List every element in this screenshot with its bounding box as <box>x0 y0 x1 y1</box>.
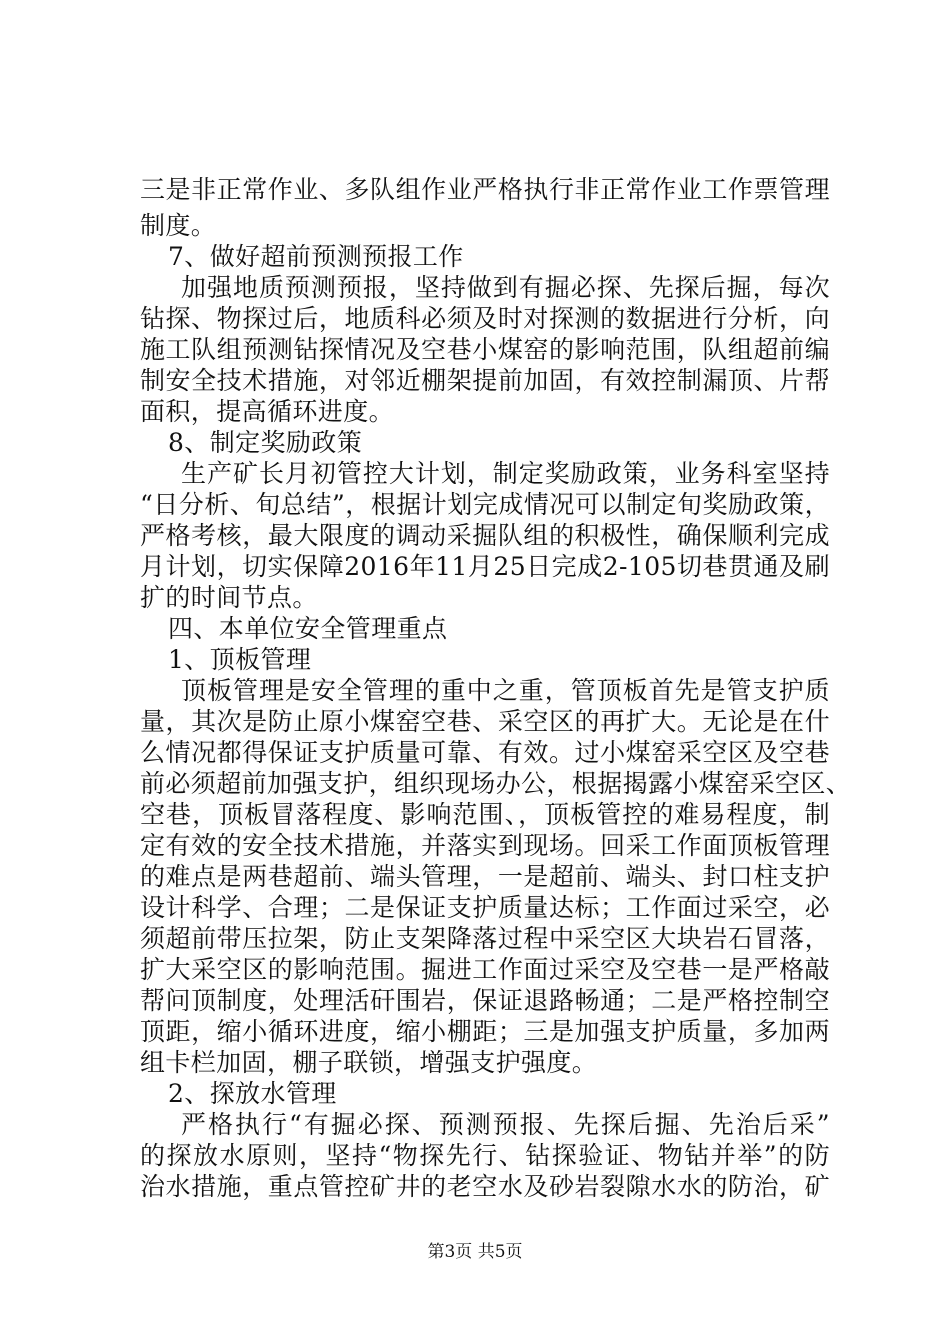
text-line: 须超前带压拉架，防止支架降落过程中采空区大块岩石冒落， <box>140 924 830 953</box>
paragraph-line: 顶板管理是安全管理的重中之重，管顶板首先是管支护质 <box>181 676 830 705</box>
text-line: 面积，提高循环进度。 <box>140 397 395 426</box>
text-line: 扩的时间节点。 <box>140 583 318 612</box>
text-line: 制安全技术措施，对邻近棚架提前加固，有效控制漏顶、片帮 <box>140 366 830 395</box>
section-heading: 1、顶板管理 <box>168 645 312 674</box>
text-line: 钻探、物探过后，地质科必须及时对探测的数据进行分析，向 <box>140 304 830 333</box>
text-line: 扩大采空区的影响范围。掘进工作面过采空及空巷一是严格敲 <box>140 955 830 984</box>
text-line: 前必须超前加强支护，组织现场办公，根据揭露小煤窑采空区、 <box>140 769 852 798</box>
text-line: 制度。 <box>140 211 217 240</box>
text-line: 治水措施，重点管控矿井的老空水及砂岩裂隙水水的防治，矿 <box>140 1172 830 1201</box>
text-line: 量，其次是防止原小煤窑空巷、采空区的再扩大。无论是在什 <box>140 707 830 736</box>
text-line: 的探放水原则，坚持“物探先行、钻探验证、物钻并举”的防 <box>140 1141 830 1170</box>
text-line: 顶距，缩小循环进度，缩小棚距；三是加强支护质量，多加两 <box>140 1017 830 1046</box>
text-line: 施工队组预测钻探情况及空巷小煤窑的影响范围，队组超前编 <box>140 335 830 364</box>
text-line: 定有效的安全技术措施，并落实到现场。回采工作面顶板管理 <box>140 831 830 860</box>
paragraph-line: 生产矿长月初管控大计划，制定奖励政策，业务科室坚持 <box>181 459 830 488</box>
text-line: 的难点是两巷超前、端头管理，一是超前、端头、封口柱支护 <box>140 862 830 891</box>
text-line: 么情况都得保证支护质量可靠、有效。过小煤窑采空区及空巷 <box>140 738 830 767</box>
paragraph-line: 加强地质预测预报，坚持做到有掘必探、先探后掘，每次 <box>181 273 830 302</box>
text-line: 三是非正常作业、多队组作业严格执行非正常作业工作票管理 <box>140 175 830 204</box>
section-heading: 8、制定奖励政策 <box>168 428 363 457</box>
text-line: 设计科学、合理；二是保证支护质量达标；工作面过采空，必 <box>140 893 830 922</box>
text-line: 组卡栏加固，棚子联锁，增强支护强度。 <box>140 1048 598 1077</box>
text-line: “日分析、旬总结”，根据计划完成情况可以制定旬奖励政策， <box>140 490 830 519</box>
text-line: 空巷，顶板冒落程度、影响范围、，顶板管控的难易程度，制 <box>140 800 830 829</box>
paragraph-line: 严格执行“有掘必探、预测预报、先探后掘、先治后采” <box>181 1110 830 1139</box>
text-line: 月计划，切实保障2016年11月25日完成2-105切巷贯通及刷 <box>140 552 830 581</box>
section-heading: 2、探放水管理 <box>168 1079 337 1108</box>
page-footer: 第3页 共5页 <box>427 1242 523 1262</box>
text-line: 帮问顶制度，处理活矸围岩，保证退路畅通；二是严格控制空 <box>140 986 830 1015</box>
text-line: 严格考核，最大限度的调动采掘队组的积极性，确保顺利完成 <box>140 521 830 550</box>
section-heading: 四、本单位安全管理重点 <box>168 614 448 643</box>
section-heading: 7、做好超前预测预报工作 <box>168 242 464 271</box>
